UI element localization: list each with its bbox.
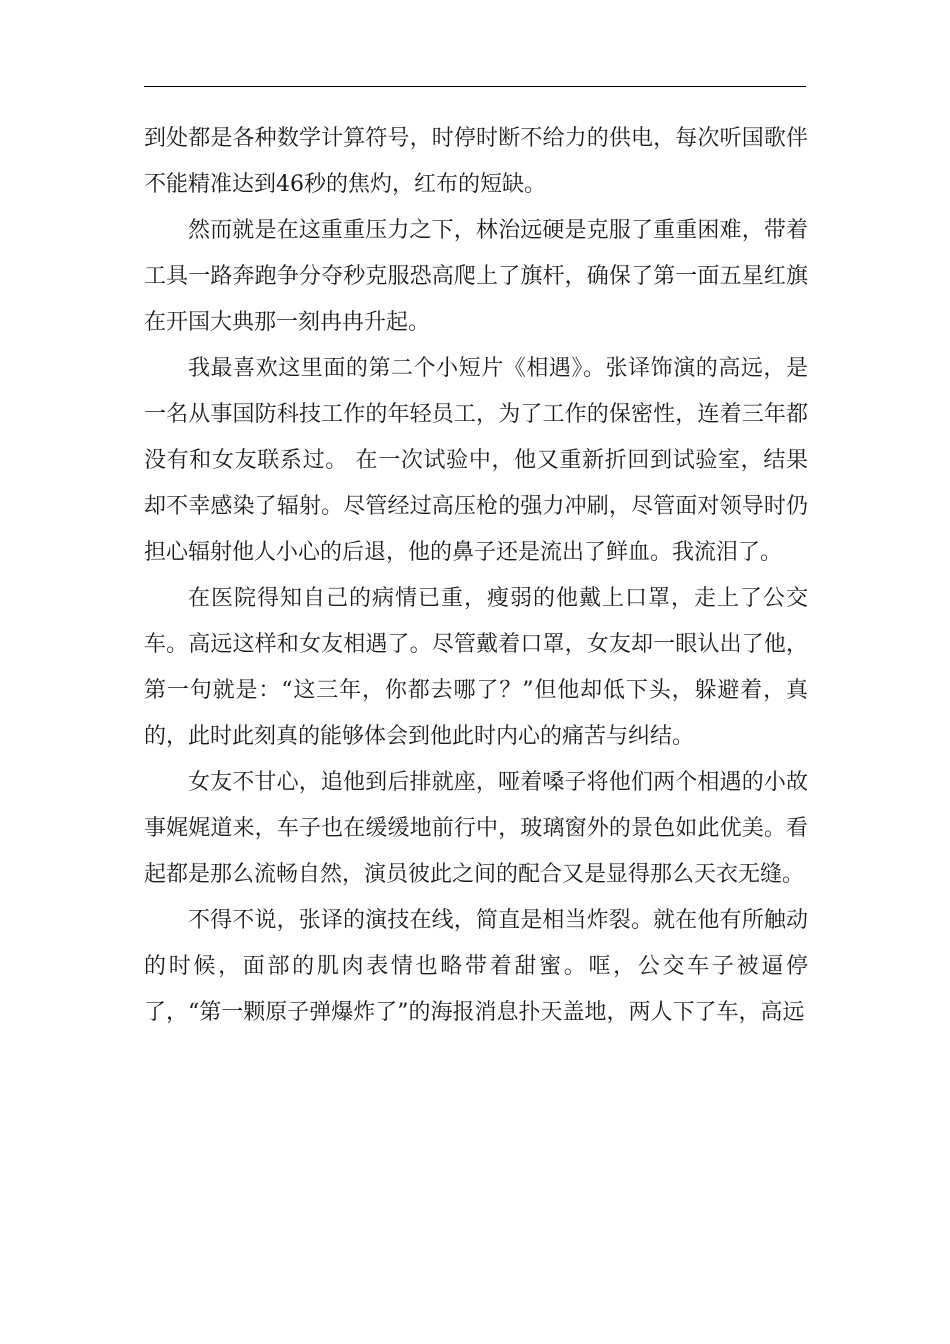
paragraph-1: 到处都是各种数学计算符号，时停时断不给力的供电，每次听国歌伴不能精准达到46秒的焦灼，红布的短缺。 — [144, 126, 808, 197]
document-body — [144, 116, 808, 1036]
paragraph-5: 女友不甘心，追他到后排就座，哑着嗓子将他们两个相遇的小故事娓娓道来，车子也在缓缓地前行中，玻璃窗外的景色如此优美。看起都是那么流畅自然，演员彼此之间的配合又是显得那么天衣无缝。 — [144, 770, 808, 887]
paragraph-3: 我最喜欢这里面的第二个小短片《相遇》。张译饰演的高远，是一名从事国防科技工作的年轻员工，为了工作的保密性，连着三年都没有和女友联系过。 在一次试验中，他又重新折回到试验室，结果却不幸感染了辐射。尽管经过高压枪的强力冲刷，尽管面对领导时仍担心辐射他人小心的后退，他的鼻子还是流出了鲜血。我流泪了。 — [144, 356, 808, 565]
paragraph-6: 不得不说，张译的演技在线，简直是相当炸裂。就在他有所触动的时候，面部的肌肉表情也略带着甜蜜。哐，公交车子被逼停了，“第一颗原子弹爆炸了”的海报消息扑天盖地，两人下了车，高远 — [144, 908, 808, 1025]
paragraph-2: 然而就是在这重重压力之下，林治远硬是克服了重重困难，带着工具一路奔跑争分夺秒克服恐高爬上了旗杆，确保了第一面五星红旗在开国大典那一刻冉冉升起。 — [144, 218, 808, 335]
paragraph-4: 在医院得知自己的病情已重，瘦弱的他戴上口罩，走上了公交车。高远这样和女友相遇了。尽管戴着口罩，女友却一眼认出了他，第一句就是：“这三年，你都去哪了？”但他却低下头，躲避着，真的，此时此刻真的能够体会到他此时内心的痛苦与纠结。 — [144, 586, 808, 749]
header-rule — [144, 86, 806, 87]
